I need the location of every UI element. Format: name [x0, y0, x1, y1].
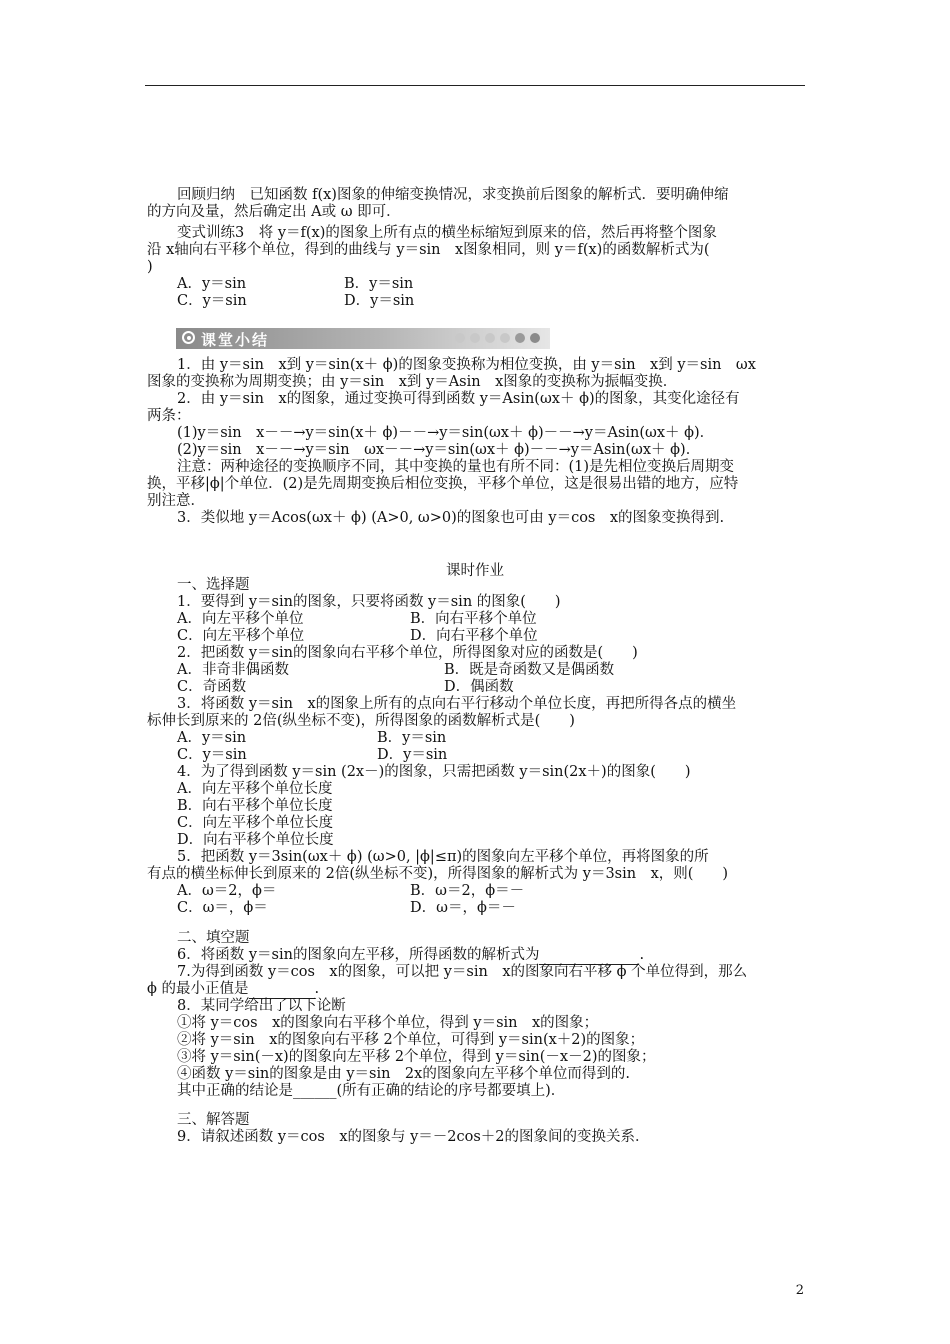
q4-option-b: B．向右平移个单位长度: [177, 798, 333, 814]
q8-statement-2: ②将 y＝sin x的图象向右平移 2个单位，可得到 y＝sin(x＋2)的图象；: [177, 1032, 645, 1048]
homework-title: 课时作业: [446, 563, 504, 579]
q1-option-c: C．向左平移个单位: [177, 628, 305, 644]
page-number: 2: [795, 1283, 804, 1298]
q1-option-a: A．向左平移个单位: [177, 611, 304, 627]
q4-option-a: A．向左平移个单位长度: [177, 781, 333, 797]
q5-option-b: B．ω＝2，ϕ＝－: [410, 883, 525, 899]
q8-statement-1: ①将 y＝cos x的图象向右平移个单位，得到 y＝sin x的图象；: [177, 1015, 599, 1031]
variant-option-a: A．y＝sin: [177, 276, 247, 292]
answer-blank: [249, 981, 315, 999]
variant-option-c: C．y＝sin: [177, 293, 247, 309]
variant-option-d: D．y＝sin: [344, 293, 415, 309]
q5-option-d: D．ω＝，ϕ＝－: [410, 900, 516, 916]
q1-option-b: B．向右平移个单位: [410, 611, 537, 627]
question-8: 8．某同学给出了以下论断: [177, 998, 346, 1014]
question-7-line-2: [147, 981, 319, 999]
question-7-text: ϕ 的最小正值是: [147, 981, 249, 997]
summary-line-4: 两条：: [147, 408, 191, 424]
variant-line-3: ): [147, 259, 153, 275]
summary-line-7: 注意：两种途径的变换顺序不同，其中变换的量也有所不同：(1)是先相位变换后周期变: [177, 459, 735, 475]
q8-statement-3: ③将 y＝sin(－x)的图象向左平移 2个单位，得到 y＝sin(－x－2)的图象；: [177, 1049, 656, 1065]
summary-line-3: 2．由 y＝sin x的图象，通过变换可得到函数 y＝Asin(ωx＋ ϕ)的图象，其变化途径有: [177, 391, 740, 407]
dot-icon: [515, 333, 525, 343]
q4-option-d: D．向右平移个单位长度: [177, 832, 334, 848]
question-6: [177, 947, 644, 965]
dot-icon: [470, 333, 480, 343]
dot-icon: [530, 333, 540, 343]
question-7-line-1: 7.为得到函数 y＝cos x的图象，可以把 y＝sin x的图象向右平移 ϕ 个单位得到，那么: [177, 964, 748, 980]
q3-option-a: A．y＝sin: [177, 730, 247, 746]
q8-statement-4: ④函数 y＝sin的图象是由 y＝sin 2x的图象向左平移个单位而得到的.: [177, 1066, 630, 1082]
review-line-1: 回顾归纳 已知函数 f(x)图象的伸缩变换情况，求变换前后图象的解析式．要明确伸缩: [177, 187, 729, 203]
q2-option-c: C．奇函数: [177, 679, 247, 695]
summary-banner: [176, 328, 550, 349]
q2-option-a: A．非奇非偶函数: [177, 662, 289, 678]
q2-option-d: D．偶函数: [444, 679, 514, 695]
q4-option-c: C．向左平移个单位长度: [177, 815, 334, 831]
summary-line-6: (2)y＝sin x－－→y＝sin ωx－－→y＝sin(ωx＋ ϕ)－－→y＝Asin(ωx＋ ϕ)．: [177, 442, 701, 458]
header-rule: [145, 85, 805, 86]
dot-icon: [500, 333, 510, 343]
summary-line-5: (1)y＝sin x－－→y＝sin(x＋ ϕ)－－→y＝sin(ωx＋ ϕ)－－→y＝Asin(ωx＋ ϕ)．: [177, 425, 715, 441]
summary-line-9: 别注意．: [147, 493, 205, 509]
question-5-line-1: 5．把函数 y＝3sin(ωx＋ ϕ) (ω>0, |ϕ|≤π)的图象向左平移个单位，再将图象的所: [177, 849, 709, 865]
target-icon: [182, 331, 195, 344]
question-7-end: .: [314, 981, 320, 997]
summary-line-8: 换，平移|ϕ|个单位．(2)是先周期变换后相位变换，平移个单位，这是很易出错的地方，应特: [147, 476, 739, 492]
q3-option-d: D．y＝sin: [377, 747, 448, 763]
variant-line-2: 沿 x轴向右平移个单位，得到的曲线与 y＝sin x图象相同，则 y＝f(x)的函数解析式为(: [147, 242, 710, 258]
summary-line-1: 1．由 y＝sin x到 y＝sin(x＋ ϕ)的图象变换称为相位变换，由 y＝sin x到 y＝sin ωx: [177, 357, 756, 373]
question-3-line-2: 标伸长到原来的 2倍(纵坐标不变)，所得图象的函数解析式是( ): [147, 713, 575, 729]
section-fill: 二、填空题: [177, 930, 250, 946]
q1-option-d: D．向右平移个单位: [410, 628, 538, 644]
question-6-end: .: [639, 947, 645, 963]
question-2: 2．把函数 y＝sin的图象向右平移个单位，所得图象对应的函数是( ): [177, 645, 638, 661]
section-solve: 三、解答题: [177, 1112, 250, 1128]
dot-icon: [455, 333, 465, 343]
question-6-text: 6．将函数 y＝sin的图象向左平移，所得函数的解析式为: [177, 947, 540, 963]
variant-option-b: B．y＝sin: [344, 276, 414, 292]
question-1: 1．要得到 y＝sin的图象，只要将函数 y＝sin 的图象( ): [177, 594, 561, 610]
question-3-line-1: 3．将函数 y＝sin x的图象上所有的点向右平行移动个单位长度，再把所得各点的横坐: [177, 696, 737, 712]
summary-line-10: 3．类似地 y＝Acos(ωx＋ ϕ) (A>0, ω>0)的图象也可由 y＝cos x的图象变换得到.: [177, 510, 725, 526]
question-5-line-2: 有点的横坐标伸长到原来的 2倍(纵坐标不变)，所得图象的解析式为 y＝3sin x，则( ): [147, 866, 729, 882]
question-9: 9．请叙述函数 y＝cos x的图象与 y＝－2cos＋2的图象间的变换关系．: [177, 1129, 650, 1145]
dot-icon: [485, 333, 495, 343]
decorative-dots: [455, 333, 540, 343]
q5-option-a: A．ω＝2，ϕ＝: [177, 883, 277, 899]
variant-line-1: 变式训练3 将 y＝f(x)的图象上所有点的横坐标缩短到原来的倍，然后再将整个图象: [177, 225, 717, 241]
question-4: 4．为了得到函数 y＝sin (2x－)的图象，只需把函数 y＝sin(2x＋)的图象( ): [177, 764, 691, 780]
q8-conclusion: 其中正确的结论是______(所有正确的结论的序号都要填上)．: [177, 1083, 566, 1099]
summary-line-2: 图象的变换称为周期变换；由 y＝sin x到 y＝Asin x图象的变换称为振幅变换．: [147, 374, 678, 390]
answer-blank: [539, 947, 639, 965]
q2-option-b: B．既是奇函数又是偶函数: [444, 662, 615, 678]
q5-option-c: C．ω＝，ϕ＝: [177, 900, 268, 916]
summary-title: 课堂小结: [201, 331, 270, 349]
q3-option-c: C．y＝sin: [177, 747, 247, 763]
review-line-2: 的方向及量，然后确定出 A或 ω 即可．: [147, 204, 401, 220]
q3-option-b: B．y＝sin: [377, 730, 447, 746]
section-choice: 一、选择题: [177, 577, 250, 593]
